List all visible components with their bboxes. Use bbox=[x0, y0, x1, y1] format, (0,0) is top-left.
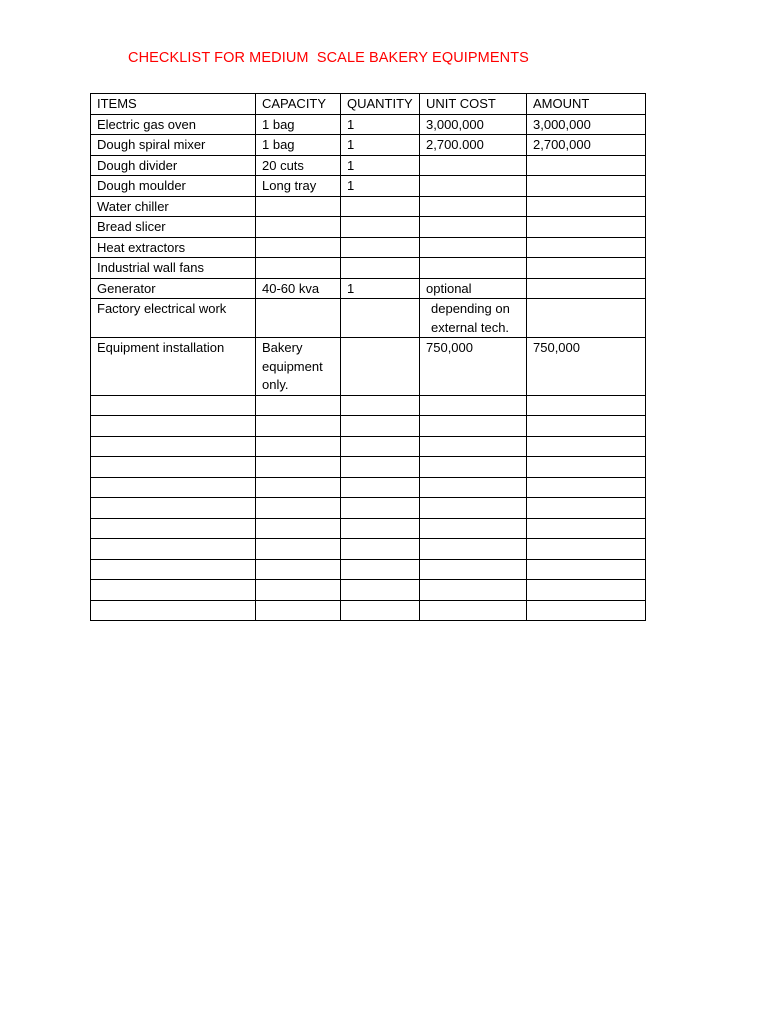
cell-unit-cost: 750,000 bbox=[420, 338, 527, 396]
cell-unit-cost bbox=[420, 196, 527, 217]
empty-cell bbox=[527, 498, 646, 519]
empty-cell bbox=[420, 518, 527, 539]
table-row bbox=[91, 196, 646, 217]
cell-unit-cost: 3,000,000 bbox=[420, 114, 527, 135]
cell-unit-cost bbox=[420, 155, 527, 176]
empty-row bbox=[91, 580, 646, 601]
empty-cell bbox=[91, 436, 256, 457]
empty-row bbox=[91, 416, 646, 437]
cell-unit-cost bbox=[420, 258, 527, 279]
empty-cell bbox=[91, 580, 256, 601]
empty-cell bbox=[341, 539, 420, 560]
cell-item: Generator bbox=[91, 278, 256, 299]
empty-row bbox=[91, 518, 646, 539]
empty-cell bbox=[420, 477, 527, 498]
empty-cell bbox=[527, 600, 646, 621]
cell-item: Heat extractors bbox=[91, 237, 256, 258]
empty-cell bbox=[527, 436, 646, 457]
empty-cell bbox=[91, 518, 256, 539]
cell-capacity bbox=[256, 217, 341, 238]
table-row bbox=[91, 176, 646, 197]
cell-unit-cost: 2,700.000 bbox=[420, 135, 527, 156]
empty-row bbox=[91, 559, 646, 580]
cell-capacity: 1 bag bbox=[256, 114, 341, 135]
cell-amount bbox=[527, 155, 646, 176]
empty-cell bbox=[256, 477, 341, 498]
empty-cell bbox=[256, 539, 341, 560]
cell-item: Equipment installation bbox=[91, 338, 256, 396]
empty-cell bbox=[91, 457, 256, 478]
empty-cell bbox=[527, 539, 646, 560]
empty-cell bbox=[256, 559, 341, 580]
empty-cell bbox=[341, 580, 420, 601]
table-row bbox=[91, 155, 646, 176]
cell-capacity: 1 bag bbox=[256, 135, 341, 156]
empty-cell bbox=[420, 457, 527, 478]
empty-row bbox=[91, 477, 646, 498]
empty-cell bbox=[341, 498, 420, 519]
header-unit-cost: UNIT COST bbox=[420, 94, 527, 115]
cell-quantity bbox=[341, 217, 420, 238]
empty-cell bbox=[91, 395, 256, 416]
empty-cell bbox=[341, 457, 420, 478]
empty-cell bbox=[91, 416, 256, 437]
document-title: CHECKLIST FOR MEDIUM SCALE BAKERY EQUIPMENTS bbox=[128, 50, 529, 66]
header-quantity: QUANTITY bbox=[341, 94, 420, 115]
cell-item: Dough moulder bbox=[91, 176, 256, 197]
cell-capacity bbox=[256, 237, 341, 258]
equipment-checklist-table bbox=[90, 93, 646, 621]
cell-amount: 750,000 bbox=[527, 338, 646, 396]
empty-row bbox=[91, 395, 646, 416]
table-row bbox=[91, 338, 646, 396]
empty-cell bbox=[420, 539, 527, 560]
empty-cell bbox=[527, 580, 646, 601]
header-items: ITEMS bbox=[91, 94, 256, 115]
cell-quantity bbox=[341, 258, 420, 279]
cell-amount: 3,000,000 bbox=[527, 114, 646, 135]
table-row bbox=[91, 299, 646, 338]
cell-amount bbox=[527, 237, 646, 258]
cell-quantity bbox=[341, 338, 420, 396]
empty-row bbox=[91, 498, 646, 519]
cell-unit-cost bbox=[420, 237, 527, 258]
cell-amount bbox=[527, 278, 646, 299]
cell-unit-cost bbox=[420, 299, 527, 338]
empty-cell bbox=[341, 395, 420, 416]
empty-cell bbox=[256, 395, 341, 416]
cell-quantity bbox=[341, 299, 420, 338]
empty-cell bbox=[527, 477, 646, 498]
empty-row bbox=[91, 539, 646, 560]
header-capacity: CAPACITY bbox=[256, 94, 341, 115]
cell-quantity bbox=[341, 237, 420, 258]
cell-quantity: 1 bbox=[341, 135, 420, 156]
empty-cell bbox=[420, 600, 527, 621]
empty-cell bbox=[341, 559, 420, 580]
empty-cell bbox=[256, 416, 341, 437]
empty-row bbox=[91, 600, 646, 621]
empty-cell bbox=[420, 395, 527, 416]
empty-cell bbox=[341, 600, 420, 621]
table-row bbox=[91, 237, 646, 258]
cell-amount bbox=[527, 299, 646, 338]
cell-item: Dough divider bbox=[91, 155, 256, 176]
table-header-row bbox=[91, 94, 646, 115]
cell-capacity: 20 cuts bbox=[256, 155, 341, 176]
empty-cell bbox=[527, 416, 646, 437]
cell-amount bbox=[527, 176, 646, 197]
cell-item: Water chiller bbox=[91, 196, 256, 217]
empty-cell bbox=[527, 518, 646, 539]
cell-amount bbox=[527, 258, 646, 279]
table-row bbox=[91, 278, 646, 299]
cell-item: Bread slicer bbox=[91, 217, 256, 238]
table-row bbox=[91, 258, 646, 279]
empty-cell bbox=[91, 559, 256, 580]
cell-unit-cost bbox=[420, 217, 527, 238]
empty-cell bbox=[420, 498, 527, 519]
empty-cell bbox=[91, 477, 256, 498]
cell-item: Dough spiral mixer bbox=[91, 135, 256, 156]
empty-cell bbox=[341, 436, 420, 457]
cell-unit-cost bbox=[420, 176, 527, 197]
empty-cell bbox=[527, 395, 646, 416]
empty-cell bbox=[256, 518, 341, 539]
cell-quantity: 1 bbox=[341, 176, 420, 197]
empty-cell bbox=[527, 457, 646, 478]
cell-capacity bbox=[256, 258, 341, 279]
empty-cell bbox=[256, 580, 341, 601]
table-row bbox=[91, 114, 646, 135]
cell-quantity: 1 bbox=[341, 278, 420, 299]
cell-quantity bbox=[341, 196, 420, 217]
empty-cell bbox=[256, 498, 341, 519]
empty-row bbox=[91, 457, 646, 478]
cell-item: Factory electrical work bbox=[91, 299, 256, 338]
empty-cell bbox=[341, 477, 420, 498]
cell-capacity bbox=[256, 196, 341, 217]
empty-row bbox=[91, 436, 646, 457]
cell-quantity: 1 bbox=[341, 155, 420, 176]
empty-cell bbox=[91, 600, 256, 621]
empty-cell bbox=[256, 436, 341, 457]
cell-amount: 2,700,000 bbox=[527, 135, 646, 156]
empty-cell bbox=[420, 559, 527, 580]
table-row bbox=[91, 217, 646, 238]
empty-cell bbox=[256, 457, 341, 478]
cell-amount bbox=[527, 217, 646, 238]
empty-cell bbox=[256, 600, 341, 621]
empty-cell bbox=[341, 518, 420, 539]
unit-cost-note: depending on external tech. bbox=[431, 301, 510, 335]
cell-quantity: 1 bbox=[341, 114, 420, 135]
cell-capacity: 40-60 kva bbox=[256, 278, 341, 299]
empty-cell bbox=[420, 436, 527, 457]
cell-capacity bbox=[256, 338, 341, 396]
empty-cell bbox=[341, 416, 420, 437]
empty-cell bbox=[91, 498, 256, 519]
cell-amount bbox=[527, 196, 646, 217]
capacity-note: Bakery equipment only. bbox=[262, 340, 323, 392]
empty-cell bbox=[420, 416, 527, 437]
empty-cell bbox=[527, 559, 646, 580]
table-row bbox=[91, 135, 646, 156]
cell-capacity: Long tray bbox=[256, 176, 341, 197]
cell-unit-cost: optional bbox=[420, 278, 527, 299]
empty-cell bbox=[91, 539, 256, 560]
cell-item: Industrial wall fans bbox=[91, 258, 256, 279]
header-amount: AMOUNT bbox=[527, 94, 646, 115]
cell-item: Electric gas oven bbox=[91, 114, 256, 135]
cell-capacity bbox=[256, 299, 341, 338]
empty-cell bbox=[420, 580, 527, 601]
